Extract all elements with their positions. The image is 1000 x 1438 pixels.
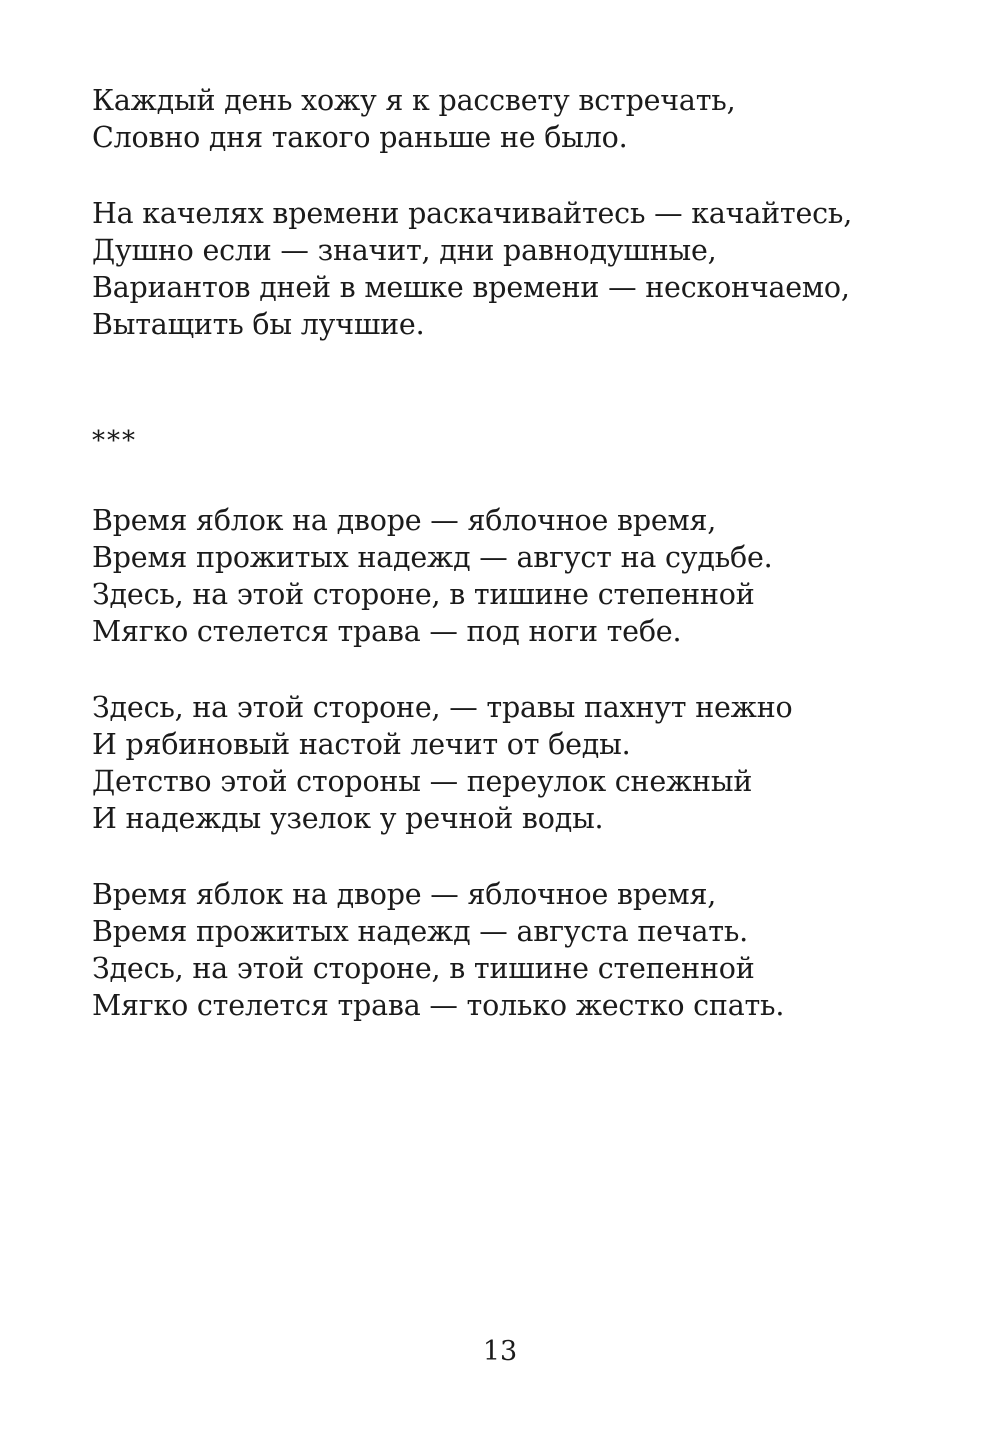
poem-line: На качелях времени раскачивайтесь — качайтесь, [92, 197, 853, 230]
stanza-gap [92, 156, 972, 195]
poem-line: И рябиновый настой лечит от беды. [92, 728, 631, 761]
poem-line: Здесь, на этой стороне, в тишине степенной [92, 578, 755, 611]
poem-line: Вариантов дней в мешке времени — нескончаемо, [92, 271, 850, 304]
poem-line: Время прожитых надежд — августа печать. [92, 915, 748, 948]
poem-line: И надежды узелок у речной воды. [92, 802, 604, 835]
stanza [92, 876, 972, 1024]
stanza [92, 502, 972, 650]
poem-line: Каждый день хожу я к рассвету встречать, [92, 84, 736, 117]
poem-line: Здесь, на этой стороне, в тишине степенной [92, 952, 755, 985]
stanza [92, 689, 972, 837]
stanza [92, 195, 972, 343]
stanza-gap [92, 650, 972, 689]
poem-line: Время яблок на дворе — яблочное время, [92, 504, 717, 537]
poem-line: Детство этой стороны — переулок снежный [92, 765, 753, 798]
poem-line: Словно дня такого раньше не было. [92, 121, 628, 154]
poem-text [92, 82, 972, 1024]
poem-line: Мягко стелется трава — только жестко спать. [92, 989, 785, 1022]
poem-line: Мягко стелется трава — под ноги тебе. [92, 615, 682, 648]
poem-separator: *** [92, 426, 137, 456]
stanza [92, 82, 972, 156]
page-number: 13 [482, 1336, 518, 1367]
section-gap [92, 343, 972, 423]
poem-line: Вытащить бы лучшие. [92, 308, 425, 341]
stanza-gap [92, 837, 972, 876]
poem-line: Время яблок на дворе — яблочное время, [92, 878, 717, 911]
section-gap [92, 460, 972, 502]
poem-line: Душно если — значит, дни равнодушные, [92, 234, 717, 267]
poem-line: Здесь, на этой стороне, — травы пахнут нежно [92, 691, 793, 724]
poem-line: Время прожитых надежд — август на судьбе. [92, 541, 773, 574]
